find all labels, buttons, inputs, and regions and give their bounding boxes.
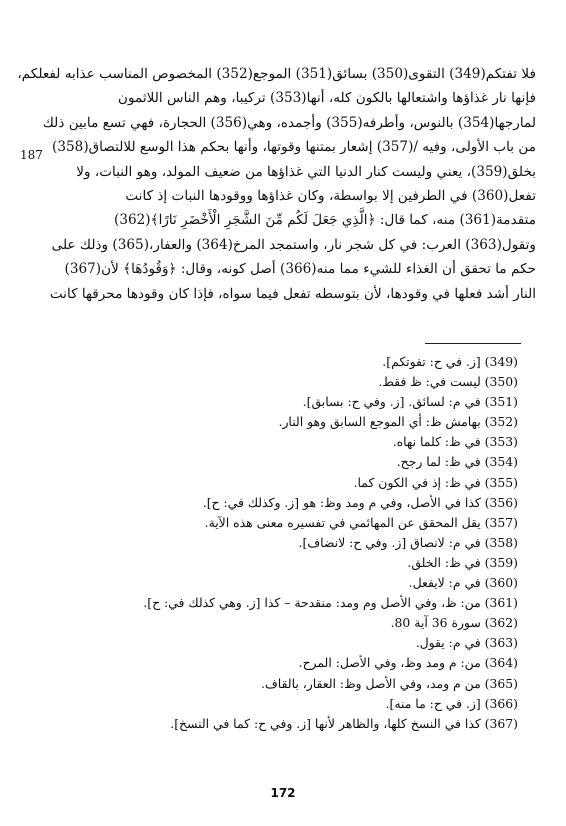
margin-page-reference: 187 [20,148,43,162]
footnote: (357) يقل المحقق عن المهائمي في تفسيره معنى هذه الآية. [204,514,518,530]
footnote: (356) كذا في الأصل، وفي م ومد وظ: هو [ز. وكذلك في: ح]. [202,494,518,510]
body-line: وتقول(363) العرب: في كل شجر نار، واستمجد المرخ(364) والعفار،(365) وذلك على [51,236,536,253]
footnote: (354) في ظ: لما رجح. [396,454,518,470]
body-line: بخلق(359)، يعني وليست كنار الدنيا التي غذاؤها من ضعيف المولد، وهو النبات، ولا [76,163,536,180]
body-line: لمارجها(354) بالنوس، وأطرفه(355) وأجمده، وهي(356) الحجارة، فهي تسع مابين ذلك [42,114,536,131]
page-number: 172 [270,786,296,800]
body-line: فلا تفتكم(349) التقوى(350) بسائق(351) الموجع(352) المخصوص المناسب عذابه لفعلكم، [17,66,536,82]
footnote: (362) سورة 36 آية 80. [390,615,518,631]
footnote: (351) في م: لسائق. [ز. وفي ح: بسابق]. [302,394,518,410]
footnote: (350) ليست في: ظ فقط. [378,374,518,390]
footnote: (358) في م: لانصاق [ز. وفي ح: لانضاف]. [298,534,518,550]
footnote-divider [425,343,521,344]
footnotes [40,352,518,734]
body-line: من باب الأولى، وفيه /(357) إشعار بمتنها وقوتها، وأنها بحكم هذا الوسع للالتصاق(358) [52,139,536,156]
body-line: حكم ما تحقق أن الغذاء للشيء مما منه(366) أصل كونه، وقال: ﴿وَقُودُهَا﴾ لأن(367) [64,261,536,278]
footnote: (352) بهامش ظ: أي الموجع السابق وهو النار. [278,414,518,430]
footnote: (353) في ظ: كلما نهاه. [392,434,518,450]
footnote: (365) من م ومد، وفي الأصل وظ: العقار، بالقاف. [260,675,518,691]
footnote: (367) كذا في النسخ كلها، والظاهر لأنها [ز. وفي ح: كما في النسخ]. [170,715,518,731]
body-line: النار أشد فعلها في وقودها، لأن بتوسطه تفعل فيما سواه، فإذا كان وقودها محرقها كانت [49,285,536,302]
footnote: (349) [ز. في ح: تفوتكم]. [382,354,518,369]
footnote: (366) [ز. في ح: ما منه]. [385,695,518,711]
footnote: (359) في ظ: الخلق. [407,554,518,570]
body-line: تفعل(360) في الطرفين إلا بواسطة، وكان غذاؤها ووقودها النبات إذ كانت [125,187,536,204]
footnote: (360) في م: لايفعل. [408,575,518,591]
footnote: (363) في م: يقول. [415,635,518,651]
body-line: متقدمة(361) منه، كما قال: ﴿الَّذِي جَعَلَ لَكُم مِّنَ الشَّجَرِ الْأَخْضَرِ نَارًا﴾(362) [114,212,536,229]
footnote: (361) من: ظ، وفي الأصل وم ومد: منقدحة – كذا [ز. وهي كذلك في: ح]. [143,595,518,611]
body-line: فإنها نار غذاؤها واشتعالها بالكون كله، أنها(353) تركيبا، وهم الناس اللاثمون [118,90,536,107]
footnote: (364) من: م ومد وظ، وفي الأصل: المرح. [298,655,518,671]
footnote: (355) في ظ: إذ في الكون كما. [353,474,518,490]
